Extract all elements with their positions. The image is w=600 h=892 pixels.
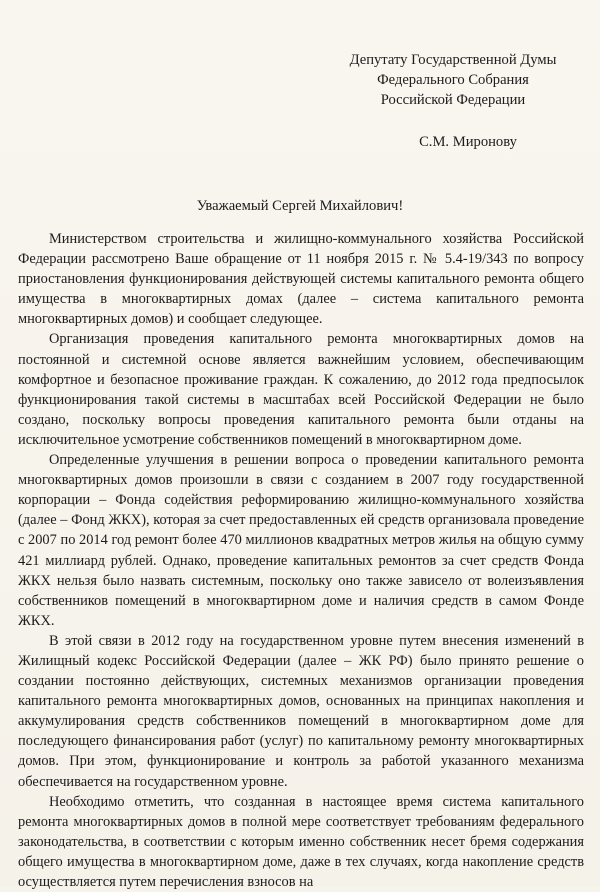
paragraph: Определенные улучшения в решении вопроса о проведении капитального ремонта многоквартирных домов произошли в связи с созданием в 2007 году государственной корпорации – Фонда содействия реформированию жилищно-коммунального хозяйства (далее – Фонд ЖКХ), которая за счет предоставленных ей средств организовала проведение с 2007 по 2014 год ремонт более 470 миллионов квадратных метров жилья на общую сумму 421 миллиард рублей. Однако, проведение капитальных ремонтов за счет средств Фонда ЖКХ нельзя было назвать системным, поскольку оно также зависело от волеизъявления собственников помещений в многоквартирном доме и наличия средств в самом Фонде ЖКХ. [18,452,584,629]
paragraph: Министерством строительства и жилищно-коммунального хозяйства Российской Федерации рассмотрено Ваше обращение от 11 ноября 2015 г. № 5.4-19/343 по вопросу приостановления функционирования действующей системы капитального ремонта общего имущества в многоквартирных домах (далее – система капитального ремонта многоквартирных домов) и сообщает следующее. [18,231,584,328]
letter-body [18,229,584,892]
addressee-line-2: Федерального Собрания [377,72,529,88]
paragraph: В этой связи в 2012 году на государственном уровне путем внесения изменений в Жилищный кодекс Российской Федерации (далее – ЖК РФ) было принято решение о создании постоянно действующих, системных механизмов организации проведения капитального ремонта многоквартирных домов, основанных на принципах накопления и аккумулирования средств собственников помещений в многоквартирном доме для последующего финансирования работ (услуг) по капитальному ремонту многоквартирных домов. При этом, функционирование и контроль за работой указанного механизма обеспечивается на государственном уровне. [18,632,584,790]
addressee-line-1: Депутату Государственной Думы [349,52,557,68]
salutation: Уважаемый Сергей Михайлович! [196,198,404,214]
paragraph: Необходимо отметить, что созданная в настоящее время система капитального ремонта многоквартирных домов в полной мере соответствует требованиям федерального законодательства, в соответствии с которым именно собственник несет бремя содержания общего имущества в многоквартирном доме, даже в тех случаях, когда накопление средств осуществляется путем перечисления взносов на [18,793,584,890]
addressee-name: С.М. Миронову [419,134,517,150]
paragraph: Организация проведения капитального ремонта многоквартирных домов на постоянной и системной основе является важнейшим условием, обеспечивающим комфортное и безопасное проживание граждан. К сожалению, до 2012 года предпосылок функционирования такой системы в масштабах всей Российской Федерации не было создано, поскольку вопросы проведения капитального ремонта были отданы на исключительное усмотрение собственников помещений в многоквартирном доме. [18,331,584,448]
addressee-block [318,50,588,152]
addressee-line-3: Российской Федерации [380,92,526,108]
